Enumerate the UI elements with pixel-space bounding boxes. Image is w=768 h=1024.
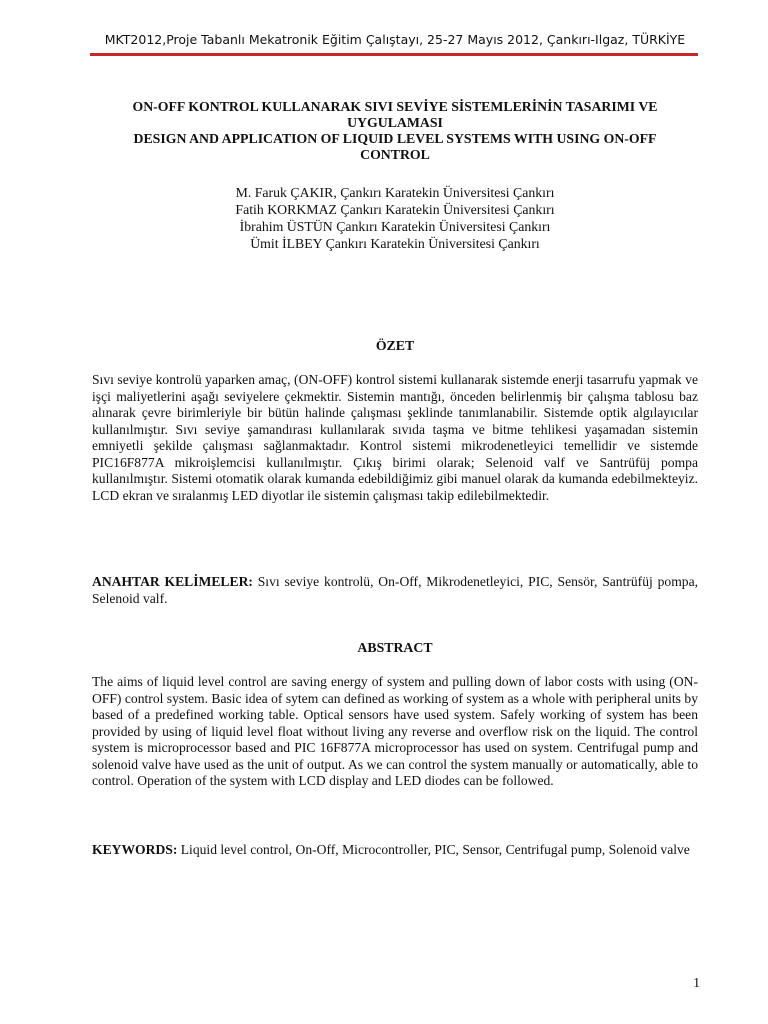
author-list [92, 184, 698, 252]
header-rule [90, 53, 698, 56]
author-line: İbrahim ÜSTÜN Çankırı Karatekin Üniversitesi Çankırı [239, 219, 551, 234]
author-line: Ümit İLBEY Çankırı Karatekin Üniversitesi Çankırı [250, 236, 540, 251]
title-en-line1: DESIGN AND APPLICATION OF LIQUID LEVEL SYSTEMS WITH USING ON-OFF [133, 131, 657, 146]
keywords-label: KEYWORDS: [92, 842, 178, 857]
ozet-heading: ÖZET [375, 338, 415, 353]
title-en-line2: CONTROL [360, 147, 430, 162]
paper-title [92, 99, 698, 163]
anahtar-label: ANAHTAR KELİMELER: [92, 574, 253, 589]
ozet-body: Sıvı seviye kontrolü yaparken amaç, (ON-OFF) kontrol sistemi kullanarak sistemde enerji tasarrufu yapmak ve işçi maliyetlerini aşağı seviyelere çekmektir. Sistemin mantığı, önceden belirlenmiş bir çalışma tablosu baz alınarak çevre birimleriyle bir bütün halinde çalışması şeklinde tanımlanabilir. Sistemde optik algılayıcılar kullanılmıştır. Sıvı seviye şamandırası kullanılarak sıvıda taşma ve bitme tehlikesi yaşamadan sistemin emniyetli şekilde çalışması sağlanmaktadır. Kontrol sistemi mikrodenetleyici temellidir ve sistemde PIC16F877A mikroişlemcisi kullanılmıştır. Çıkış birimi olarak; Selenoid valf ve Santrüfüj pompa kullanılmıştır. Sistemi otomatik olarak kumanda edebildiğimiz gibi manuel olarak da kumanda edebilmekteyiz. LCD ekran ve sıralanmış LED diyotlar ile sistemin çalışması takip edilebilmektedir. [92, 372, 698, 503]
page-number: 1 [693, 975, 700, 990]
anahtar-kelimeler [92, 574, 698, 607]
title-tr-line1: ON-OFF KONTROL KULLANARAK SIVI SEVİYE SİSTEMLERİNİN TASARIMI VE [132, 99, 658, 114]
keywords-text: Liquid level control, On-Off, Microcontroller, PIC, Sensor, Centrifugal pump, Solenoid valve [177, 842, 690, 857]
author-line: Fatih KORKMAZ Çankırı Karatekin Üniversitesi Çankırı [235, 202, 555, 217]
anahtar-text: Sıvı seviye kontrolü, On-Off, Mikrodenetleyici, PIC, Sensör, Santrüfüj pompa, Selenoid valf. [92, 574, 698, 606]
running-header: MKT2012,Proje Tabanlı Mekatronik Eğitim Çalıştayı, 25-27 Mayıs 2012, Çankırı-Ilgaz, TÜRKİYE [104, 32, 686, 47]
abstract-heading: ABSTRACT [357, 640, 433, 655]
title-tr-line2: UYGULAMASI [347, 115, 443, 130]
author-line: M. Faruk ÇAKIR, Çankırı Karatekin Üniversitesi Çankırı [235, 185, 555, 200]
keywords [92, 842, 698, 859]
abstract-body: The aims of liquid level control are saving energy of system and pulling down of labor costs with using (ON-OFF) control system. Basic idea of sytem can defined as working of system as a whole with peripheral units by based of a predefined working table. Optical sensors have used system. Safely working of system has been provided by using of liquid level float without living any reverse and overflow risk on the liquid. The control system is microprocessor based and PIC 16F877A microprocessor has used on system. Centrifugal pump and solenoid valve have used as the unit of output. As we can control the system manually or automatically, able to control. Operation of the system with LCD display and LED diodes can be followed. [92, 674, 698, 788]
